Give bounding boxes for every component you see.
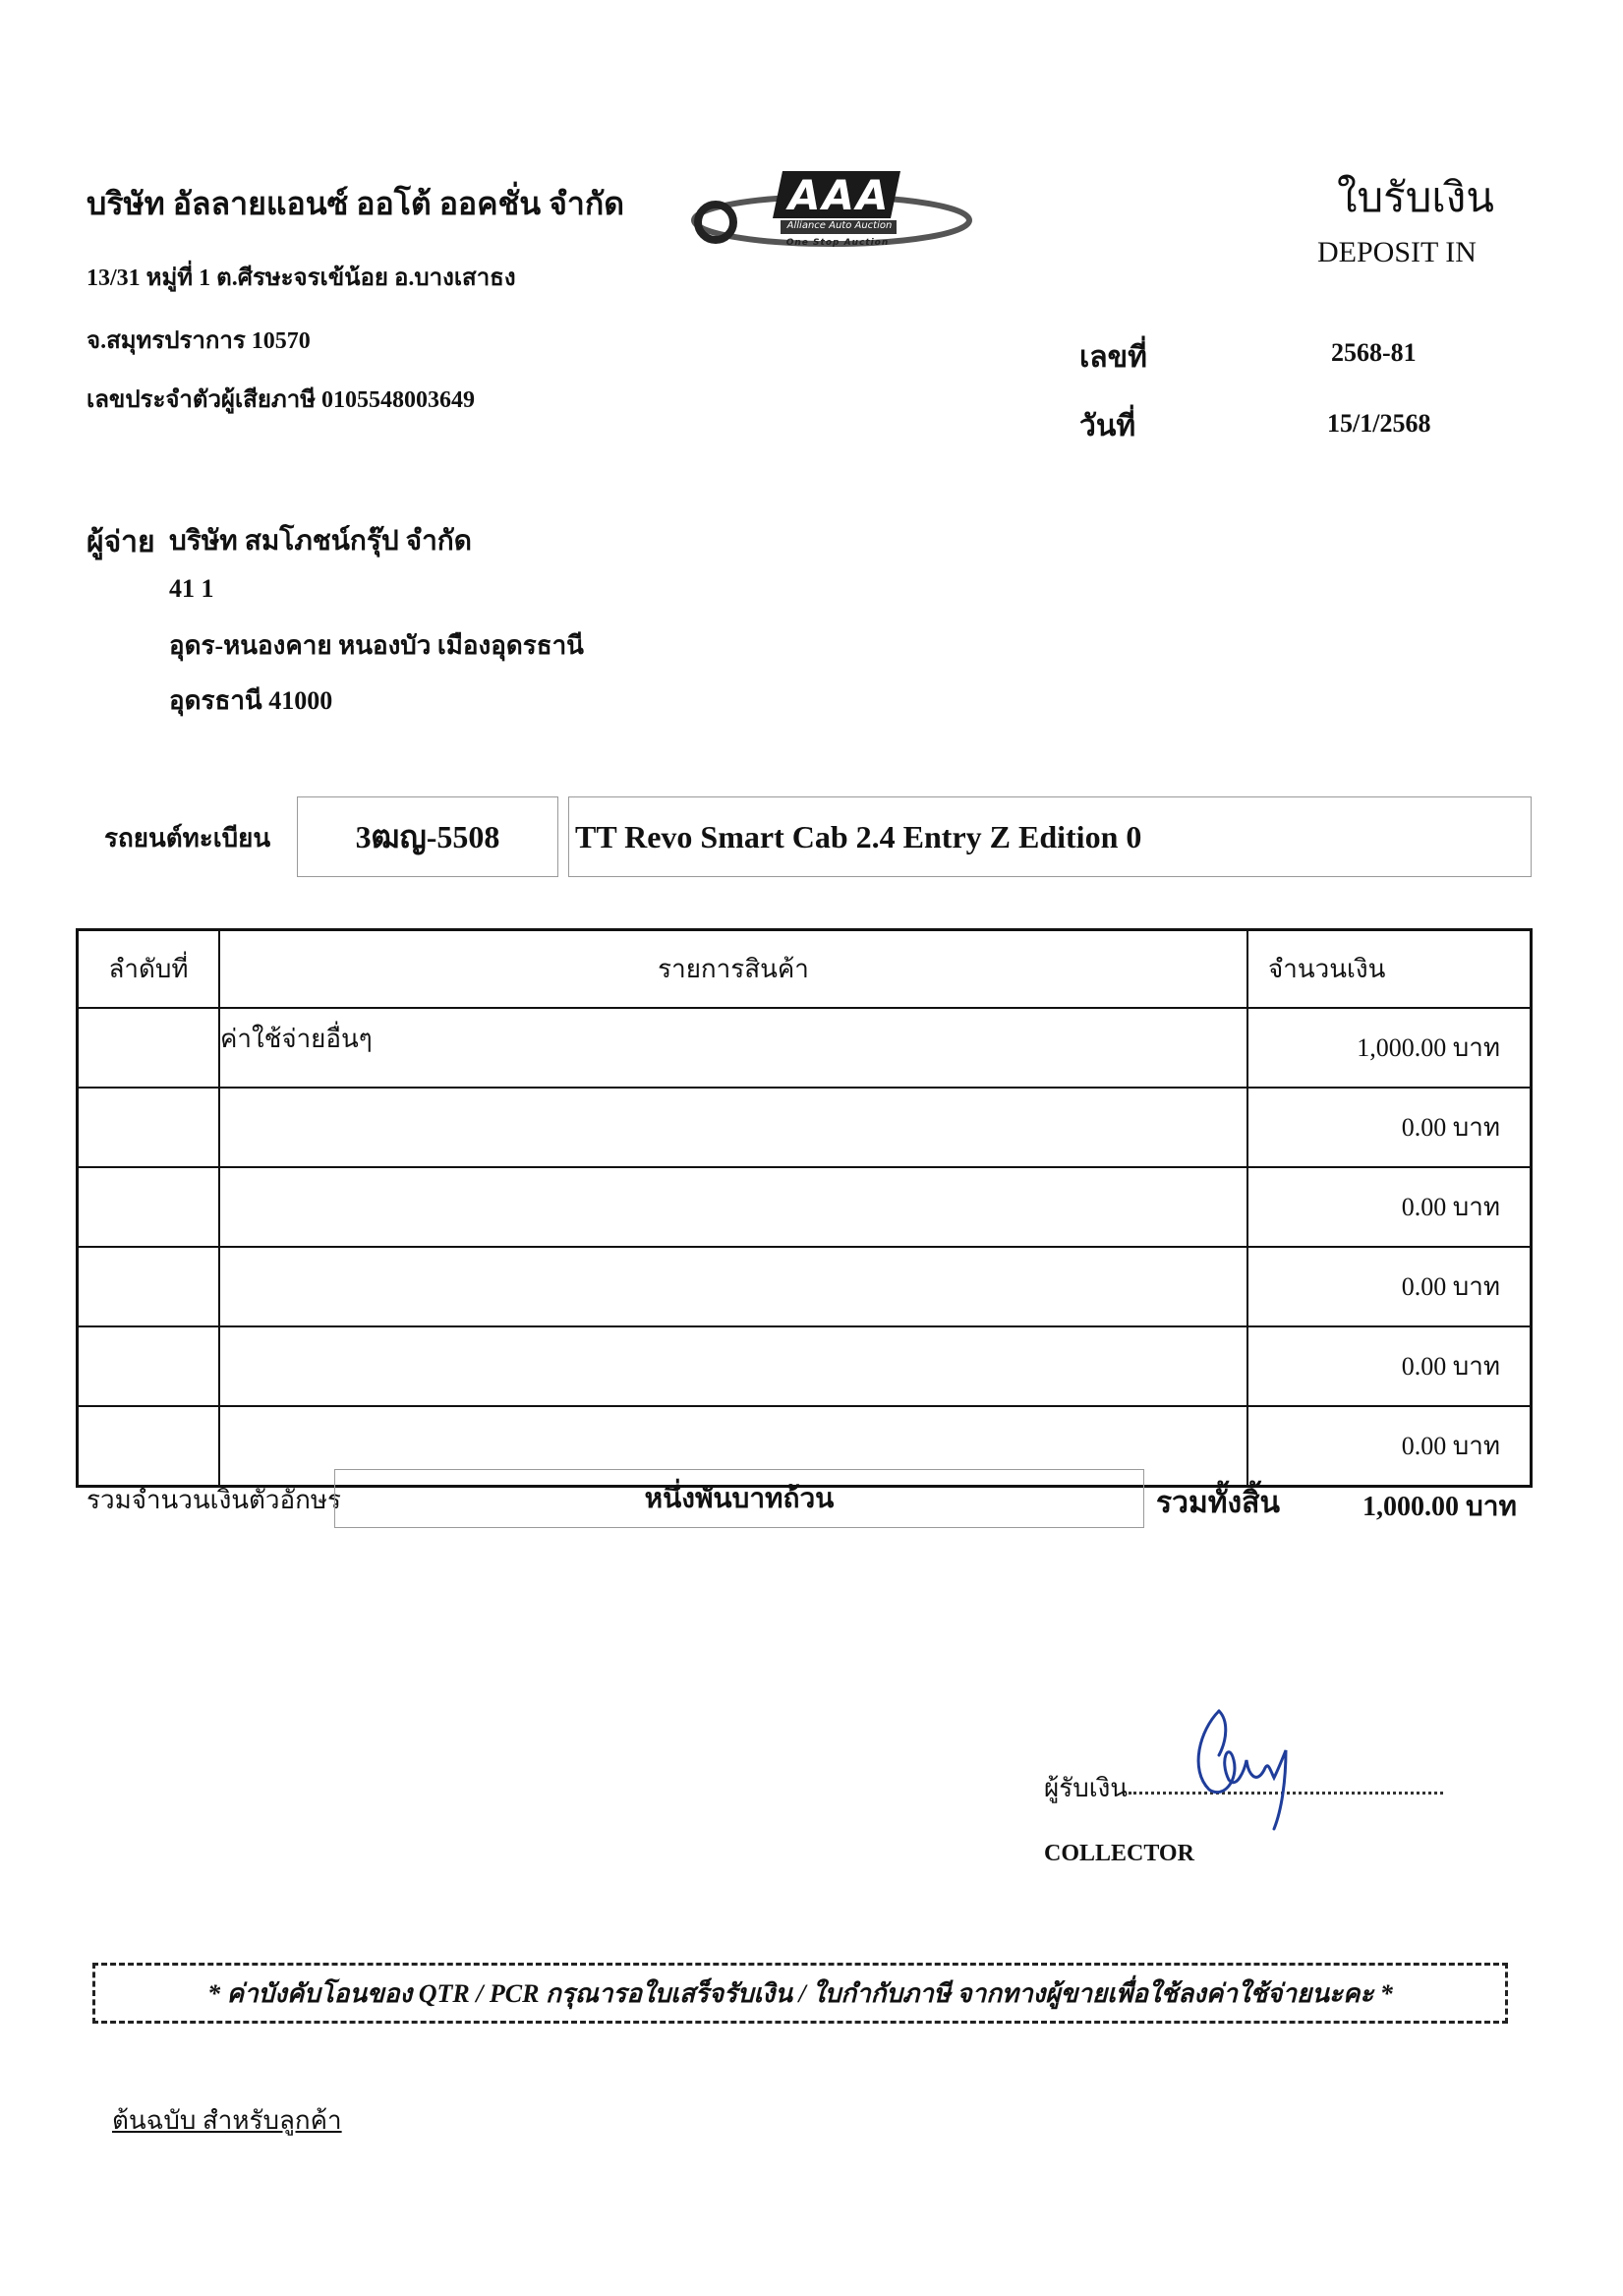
document-title-en: DEPOSIT IN	[1317, 236, 1477, 268]
payer-name: บริษัท สมโภชน์กรุ๊ป จำกัด	[169, 526, 472, 557]
table-row	[78, 1167, 1532, 1247]
vehicle-description-box	[568, 796, 1532, 877]
row-description	[219, 1088, 1247, 1167]
document-title-th: ใบรับเงิน	[1337, 176, 1494, 221]
total-words-label: รวมจำนวนเงินตัวอักษร	[87, 1486, 341, 1514]
transfer-note-text: * ค่าบังคับโอนของ QTR / PCR กรุณารอใบเสร็จรับเงิน / ใบกำกับภาษี จากทางผู้ขายเพื่อใช้ลงค่าใช้จ่ายนะคะ *	[207, 1978, 1393, 2008]
table-header-row	[78, 930, 1532, 1009]
doc-number-label: เลขที่	[1079, 341, 1147, 374]
vehicle-plate-box	[297, 796, 558, 877]
table-row	[78, 1088, 1532, 1167]
payer-address-line2: อุดร-หนองคาย หนองบัว เมืองอุดรธานี	[169, 631, 584, 660]
grand-total-value: 1,000.00 บาท	[1362, 1492, 1517, 1522]
company-logo	[674, 163, 975, 262]
row-description: ค่าใช้จ่ายอื่นๆ	[219, 1008, 1247, 1088]
row-no	[78, 1326, 220, 1406]
items-table	[76, 928, 1533, 1488]
table-row	[78, 1008, 1532, 1088]
row-no	[78, 1167, 220, 1247]
grand-total-label: รวมทั้งสิ้น	[1156, 1487, 1280, 1519]
row-amount: 0.00 บาท	[1247, 1088, 1532, 1167]
transfer-note	[92, 1963, 1508, 2024]
copy-label: ต้นฉบับ สำหรับลูกค้า	[112, 2106, 342, 2135]
header-amount: จำนวนเงิน	[1247, 930, 1532, 1009]
total-words-box	[334, 1469, 1144, 1528]
row-no	[78, 1247, 220, 1326]
row-amount: 0.00 บาท	[1247, 1247, 1532, 1326]
company-name: บริษัท อัลลายแอนซ์ ออโต้ ออคชั่น จำกัด	[87, 186, 624, 221]
payer-label: ผู้จ่าย	[87, 526, 155, 559]
collector-signature	[1180, 1701, 1307, 1839]
row-no	[78, 1088, 220, 1167]
total-words-value: หนึ่งพันบาทถ้วน	[644, 1484, 835, 1514]
header-no: ลำดับที่	[78, 930, 220, 1009]
logo-mark: AAA	[788, 171, 891, 219]
row-no	[78, 1406, 220, 1487]
logo-slogan: One Stop Auction	[785, 238, 890, 248]
company-address-line1: 13/31 หมู่ที่ 1 ต.ศีรษะจรเข้น้อย อ.บางเสาธง	[87, 265, 516, 291]
row-no	[78, 1008, 220, 1088]
row-amount: 0.00 บาท	[1247, 1326, 1532, 1406]
doc-number-value: 2568-81	[1331, 338, 1417, 367]
vehicle-plate-value: 3ฒญ-5508	[355, 818, 500, 854]
header-description: รายการสินค้า	[219, 930, 1247, 1009]
row-amount: 0.00 บาท	[1247, 1406, 1532, 1487]
row-amount: 1,000.00 บาท	[1247, 1008, 1532, 1088]
collector-label-en: COLLECTOR	[1044, 1841, 1194, 1866]
vehicle-description: TT Revo Smart Cab 2.4 Entry Z Edition 0	[575, 818, 1142, 854]
payer-address-line1: 41 1	[169, 574, 214, 603]
doc-date-label: วันที่	[1079, 410, 1136, 442]
collector-label: ผู้รับเงิน	[1044, 1774, 1129, 1802]
payer-address-line3: อุดรธานี 41000	[169, 686, 333, 715]
row-description	[219, 1326, 1247, 1406]
table-row	[78, 1247, 1532, 1326]
row-description	[219, 1167, 1247, 1247]
row-amount: 0.00 บาท	[1247, 1167, 1532, 1247]
company-tax-id: เลขประจำตัวผู้เสียภาษี 0105548003649	[87, 387, 476, 413]
table-row	[78, 1326, 1532, 1406]
doc-date-value: 15/1/2568	[1327, 409, 1431, 438]
company-address-line2: จ.สมุทรปราการ 10570	[87, 328, 311, 354]
logo-tagline: Alliance Auto Auction	[786, 220, 893, 231]
row-description	[219, 1247, 1247, 1326]
vehicle-plate-label: รถยนต์ทะเบียน	[104, 824, 271, 853]
